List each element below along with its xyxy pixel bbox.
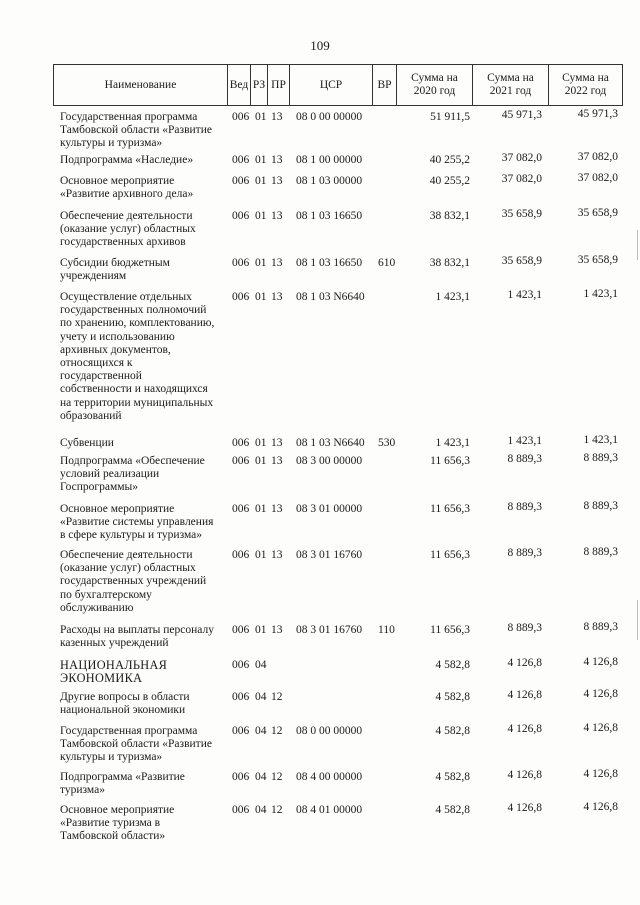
row-rz: 01 [255,257,267,269]
header-ved: Вед [227,65,250,105]
row-sum-2022: 8 889,3 [583,621,618,633]
header-pr: ПР [267,65,289,105]
row-sum-2022: 37 082,0 [577,151,618,163]
row-pr: 13 [271,111,283,123]
row-name-line: Подпрограмма «Развитие [60,771,185,783]
row-sum-2020: 4 582,8 [435,691,470,703]
row-name-line: (оказание услуг) областных [60,223,196,236]
row-sum-2021: 35 658,9 [501,208,542,220]
row-sum-2022: 35 658,9 [577,254,618,266]
row-name [60,549,232,615]
row-name-line: Тамбовской области «Развитие [60,124,212,137]
row-csr: 08 1 03 16650 [296,210,363,222]
header-vr: ВР [372,65,396,105]
row-ved: 006 [232,624,250,636]
row-sum-2020: 4 582,8 [435,659,470,671]
row-ved: 006 [232,804,250,816]
row-sum-2021: 1 423,1 [507,289,542,301]
row-csr: 08 1 03 N6640 [296,291,365,303]
row-ved: 006 [232,549,250,561]
row-sum-2021: 8 889,3 [507,622,542,634]
row-sum-2021: 8 889,3 [507,547,542,559]
row-name-line: на территории муниципальных [60,396,214,409]
row-pr: 12 [271,691,283,703]
row-rz: 01 [255,437,267,449]
row-name-line: Субсидии бюджетным [60,257,170,269]
row-ved: 006 [232,291,250,303]
row-sum-2020: 11 656,3 [430,503,470,515]
row-name [60,691,232,717]
row-ved: 006 [232,659,250,671]
row-sum-2020: 38 832,1 [429,210,470,222]
row-name-line: Тамбовской области «Развитие [60,738,212,751]
row-pr: 13 [271,624,283,636]
row-name-line: Обеспечение деятельности [60,210,193,222]
row-csr: 08 3 01 16760 [296,549,363,561]
row-sum-2022: 4 126,8 [583,656,618,668]
row-sum-2021: 4 126,8 [507,657,542,669]
row-name-line: учету и использованию [60,330,175,343]
row-sum-2020: 11 656,3 [430,455,470,467]
header-sum-2020: Сумма на 2020 год [396,65,472,105]
row-name-line: культуры и туризма» [60,751,163,764]
row-name-line: Основное мероприятие [60,804,175,816]
row-name-line: образований [60,409,122,422]
row-sum-2021: 1 423,1 [507,435,542,447]
row-sum-2022: 4 126,8 [583,722,618,734]
row-name [60,771,232,797]
row-name-line: казенных учреждений [60,637,169,650]
row-name-line: государственных архивов [60,236,186,249]
row-name [60,804,232,844]
row-csr: 08 3 00 00000 [296,455,363,467]
row-rz: 01 [255,154,267,166]
row-pr: 13 [271,210,283,222]
row-sum-2022: 4 126,8 [583,688,618,700]
row-name [60,257,232,283]
row-sum-2021: 37 082,0 [501,152,542,164]
table-header [53,64,623,106]
row-name-line: «Развитие туризма в [60,817,161,830]
row-sum-2022: 45 971,3 [577,108,618,120]
row-rz: 04 [255,725,267,737]
row-vr: 110 [378,624,395,636]
row-sum-2020: 1 423,1 [435,437,470,449]
page-edge-mark [637,230,638,260]
row-sum-2021: 8 889,3 [507,501,542,513]
row-name-line: «Развитие системы управления [60,516,214,529]
row-sum-2022: 8 889,3 [583,500,618,512]
row-sum-2021: 8 889,3 [507,453,542,465]
row-name-line: Государственная программа [60,725,198,737]
row-name [60,455,232,495]
row-rz: 01 [255,624,267,636]
row-sum-2022: 1 423,1 [583,288,618,300]
row-ved: 006 [232,771,250,783]
row-rz: 01 [255,175,267,187]
row-csr: 08 1 03 N6640 [296,437,365,449]
row-name [60,175,232,201]
row-csr: 08 0 00 00000 [296,725,363,737]
row-name-line: «Развитие архивного дела» [60,188,194,201]
header-rz: РЗ [250,65,267,105]
row-name [60,111,232,151]
row-rz: 01 [255,210,267,222]
row-ved: 006 [232,257,250,269]
row-sum-2020: 38 832,1 [429,257,470,269]
row-name-line: архивных документов, [60,343,171,356]
row-rz: 04 [255,691,267,703]
row-pr: 13 [271,257,283,269]
row-name-line: культуры и туризма» [60,137,163,150]
header-sum-2021: Сумма на 2021 год [472,65,548,105]
row-name-line: НАЦИОНАЛЬНАЯ [60,658,168,672]
row-rz: 04 [255,804,267,816]
row-name-line: государственных полномочий [60,304,207,317]
row-pr: 13 [271,154,283,166]
row-name-line: Подпрограмма «Наследие» [60,154,194,166]
row-sum-2020: 11 656,3 [430,624,470,636]
row-pr: 13 [271,455,283,467]
row-name-line: собственности и находящихся [60,383,208,396]
row-sum-2022: 8 889,3 [583,546,618,558]
row-csr: 08 3 01 16760 [296,624,363,636]
row-name-line: Подпрограмма «Обеспечение [60,455,205,467]
row-pr: 13 [271,437,283,449]
row-name-line: Госпрограммы» [60,481,139,494]
row-name [60,154,232,167]
row-ved: 006 [232,111,250,123]
row-sum-2020: 11 656,3 [430,549,470,561]
row-csr: 08 1 03 00000 [296,175,363,187]
row-name-line: в сфере культуры и туризма» [60,529,203,542]
row-name-line: Основное мероприятие [60,503,175,515]
row-ved: 006 [232,691,250,703]
row-pr: 12 [271,804,283,816]
row-csr: 08 4 01 00000 [296,804,363,816]
row-rz: 04 [255,659,267,671]
row-name-line: государственных учреждений [60,575,207,588]
row-sum-2022: 4 126,8 [583,768,618,780]
row-sum-2022: 35 658,9 [577,207,618,219]
row-rz: 01 [255,455,267,467]
row-pr: 12 [271,725,283,737]
row-ved: 006 [232,725,250,737]
row-name [60,725,232,765]
row-sum-2021: 4 126,8 [507,769,542,781]
row-name-line: Обеспечение деятельности [60,549,193,561]
row-name [60,659,232,685]
row-sum-2022: 1 423,1 [583,434,618,446]
row-name [60,210,232,250]
row-name-line: по бухгалтерскому [60,588,152,601]
row-csr: 08 3 01 00000 [296,503,363,515]
row-ved: 006 [232,503,250,515]
row-sum-2020: 4 582,8 [435,725,470,737]
row-sum-2020: 4 582,8 [435,771,470,783]
row-pr: 13 [271,503,283,515]
header-name: Наименование [104,78,177,91]
row-vr: 530 [378,437,396,449]
row-sum-2020: 4 582,8 [435,804,470,816]
row-name-line: относящихся к [60,357,133,370]
row-name-line: Расходы на выплаты персоналу [60,624,214,636]
row-vr: 610 [378,257,396,269]
row-name-line: государственной [60,370,142,383]
row-pr: 13 [271,291,283,303]
row-name-line: по хранению, комплектованию, [60,317,215,330]
row-pr: 12 [271,771,283,783]
row-name [60,503,232,543]
row-name [60,437,232,450]
row-ved: 006 [232,175,250,187]
row-sum-2022: 8 889,3 [583,452,618,464]
row-rz: 01 [255,549,267,561]
row-rz: 01 [255,111,267,123]
row-sum-2021: 35 658,9 [501,255,542,267]
row-name-line: условий реализации [60,468,160,481]
row-sum-2020: 40 255,2 [429,175,470,187]
row-sum-2020: 1 423,1 [435,291,470,303]
row-name [60,624,232,650]
row-csr: 08 1 03 16650 [296,257,363,269]
page-edge-mark [637,600,638,640]
row-name-line: Государственная программа [60,111,198,123]
row-name-line: национальной экономики [60,704,186,717]
row-pr: 13 [271,175,283,187]
header-csr: ЦСР [289,65,372,105]
row-sum-2021: 4 126,8 [507,802,542,814]
row-name-line: Тамбовской области» [60,830,166,843]
row-sum-2021: 45 971,3 [501,109,542,121]
page-number: 109 [310,38,330,53]
row-ved: 006 [232,455,250,467]
row-sum-2021: 4 126,8 [507,723,542,735]
row-sum-2022: 4 126,8 [583,801,618,813]
row-sum-2021: 37 082,0 [501,173,542,185]
row-rz: 01 [255,503,267,515]
row-csr: 08 0 00 00000 [296,111,363,123]
row-name-line: учреждениям [60,270,127,283]
row-name-line: Осуществление отдельных [60,291,192,303]
row-ved: 006 [232,154,250,166]
row-sum-2021: 4 126,8 [507,689,542,701]
row-ved: 006 [232,437,250,449]
header-sum-2022: Сумма на 2022 год [548,65,622,105]
row-name-line: Основное мероприятие [60,175,175,187]
row-rz: 01 [255,291,267,303]
row-name-line: обслуживанию [60,601,134,614]
row-name-line: (оказание услуг) областных [60,562,196,575]
row-sum-2022: 37 082,0 [577,172,618,184]
row-name-line: Другие вопросы в области [60,691,190,703]
row-name-line: туризма» [60,784,105,797]
row-name-line: ЭКОНОМИКА [60,671,143,686]
row-name [60,291,232,423]
row-sum-2020: 51 911,5 [430,111,470,123]
row-csr: 08 1 00 00000 [296,154,363,166]
row-name-line: Субвенции [60,437,114,449]
row-csr: 08 4 00 00000 [296,771,363,783]
row-ved: 006 [232,210,250,222]
row-pr: 13 [271,549,283,561]
row-sum-2020: 40 255,2 [429,154,470,166]
row-rz: 04 [255,771,267,783]
